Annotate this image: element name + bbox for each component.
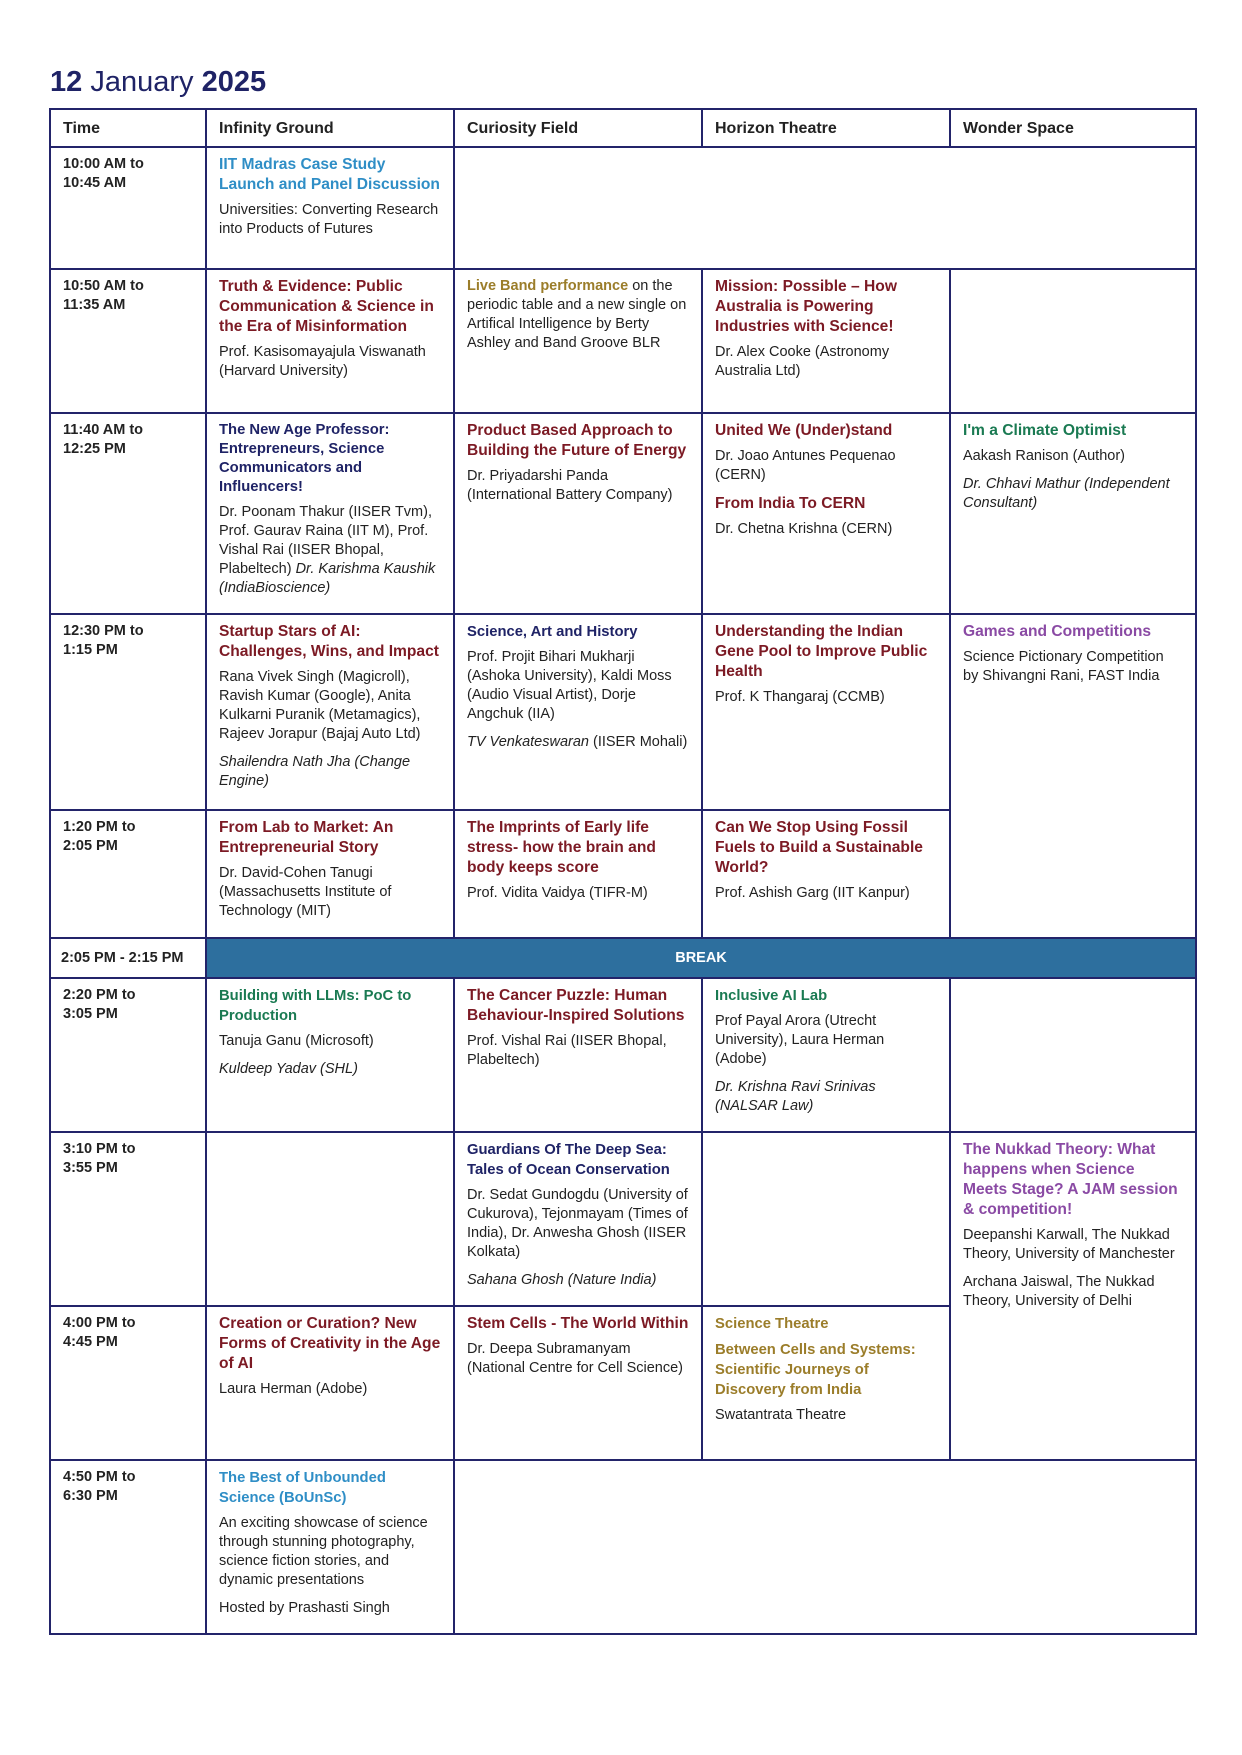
session-speaker: Dr. Deepa Subramanyam (National Centre for Cell Science) [467,1341,683,1376]
session-title: Inclusive AI Lab [715,988,828,1004]
session-cell [702,614,950,810]
session-title: The Nukkad Theory: What happens when Science Meets Stage? A JAM session & competition! [963,1141,1178,1218]
session-speaker: Deepanshi Karwall, The Nukkad Theory, University of Manchester [963,1227,1175,1262]
session-moderator: TV Venkateswaran [467,734,589,750]
session-title: Truth & Evidence: Public Communication & Science in the Era of Misinformation [219,278,434,335]
session-speakers: Rana Vivek Singh (Magicroll), Ravish Kumar (Google), Anita Kulkarni Puranik (Metamagics), Rajeev Jorapur (Bajaj Auto Ltd) [219,669,421,742]
session-cell [206,978,454,1132]
break-time: 2:05 PM - 2:15 PM [50,938,206,978]
session-cell [206,614,454,810]
session-desc: Science Pictionary Competition by Shivangni Rani, FAST India [963,649,1164,684]
session-title: Mission: Possible – How Australia is Powering Industries with Science! [715,278,897,335]
session-title: Can We Stop Using Fossil Fuels to Build a Sustainable World? [715,819,923,876]
time-cell: 1:20 PM to 2:05 PM [50,810,206,938]
header-wonder-space: Wonder Space [950,109,1196,147]
table-row [50,413,1196,614]
time-cell: 10:50 AM to 11:35 AM [50,269,206,413]
empty-cell [454,1460,1196,1634]
table-row [50,1132,1196,1306]
session-cell [206,147,454,269]
session-cell [206,810,454,938]
time-cell: 4:00 PM to 4:45 PM [50,1306,206,1460]
session-cell [702,269,950,413]
session-cell [950,1132,1196,1460]
session-moderator: Shailendra Nath Jha (Change Engine) [219,754,411,789]
session-title: Live Band performance [467,278,629,294]
session-title: Between Cells and Systems: Scientific Journeys of Discovery from India [715,1342,916,1398]
session-title: Guardians Of The Deep Sea: Tales of Ocean Conservation [467,1142,670,1178]
session-speaker: Laura Herman (Adobe) [219,1381,368,1397]
session-moderator: Dr. Karishma Kaushik (IndiaBioscience) [219,561,436,596]
session-speaker: Archana Jaiswal, The Nukkad Theory, University of Delhi [963,1274,1155,1309]
session-speaker: Dr. David-Cohen Tanugi (Massachusetts Institute of Technology (MIT) [219,865,392,919]
time-cell: 10:00 AM to 10:45 AM [50,147,206,269]
header-time: Time [50,109,206,147]
session-desc: on the periodic table and a new single on Artifical Intelligence by Berty Ashley and Band Groove BLR [467,278,687,351]
session-cell [702,810,950,938]
session-speakers: Prof Payal Arora (Utrecht University), Laura Herman (Adobe) [715,1013,885,1067]
empty-cell [950,978,1196,1132]
session-speaker: Dr. Joao Antunes Pequenao (CERN) [715,448,896,483]
time-cell: 3:10 PM to 3:55 PM [50,1132,206,1306]
session-moderator: Dr. Krishna Ravi Srinivas (NALSAR Law) [715,1079,876,1114]
session-label: Science Theatre [715,1316,829,1332]
session-speaker: Tanuja Ganu (Microsoft) [219,1033,374,1049]
session-cell [206,269,454,413]
session-speaker: Prof. K Thangaraj (CCMB) [715,689,885,705]
session-desc: Universities: Converting Research into Products of Futures [219,202,439,237]
session-cell [950,413,1196,614]
session-title: Understanding the Indian Gene Pool to Improve Public Health [715,623,928,680]
session-cell [702,978,950,1132]
session-desc: An exciting showcase of science through stunning photography, science fiction stories, and dynamic presentations [219,1515,428,1588]
session-cell [454,413,702,614]
session-title: Creation or Curation? New Forms of Creativity in the Age of AI [219,1315,441,1372]
session-title: Startup Stars of AI: Challenges, Wins, and Impact [219,623,439,660]
session-cell [206,413,454,614]
page-title: 12 January 2025 [50,66,267,98]
session-title: From Lab to Market: An Entrepreneurial Story [219,819,394,856]
session-title: Building with LLMs: PoC to Production [219,988,412,1024]
time-cell: 2:20 PM to 3:05 PM [50,978,206,1132]
session-title: United We (Under)stand [715,422,893,439]
session-speaker: Aakash Ranison (Author) [963,448,1125,464]
empty-cell [454,147,1196,269]
session-speaker: Swatantrata Theatre [715,1407,847,1423]
empty-cell [206,1132,454,1306]
empty-cell [950,269,1196,413]
session-moderator: Kuldeep Yadav (SHL) [219,1061,358,1077]
session-speakers: Dr. Sedat Gundogdu (University of Cukurova), Tejonmayam (Times of India), Dr. Anwesha Ghosh (IISER Kolkata) [467,1187,688,1260]
session-speaker: Prof. Kasisomayajula Viswanath (Harvard University) [219,344,426,379]
session-moderator: Sahana Ghosh (Nature India) [467,1272,657,1288]
break-label: BREAK [206,938,1196,978]
session-title: The Cancer Puzzle: Human Behaviour-Inspired Solutions [467,987,685,1024]
session-speaker: Dr. Priyadarshi Panda (International Battery Company) [467,468,673,503]
session-title: The Best of Unbounded Science (BoUnSc) [219,1470,386,1506]
header-infinity-ground: Infinity Ground [206,109,454,147]
table-row [50,978,1196,1132]
session-host: Hosted by Prashasti Singh [219,1600,390,1616]
time-cell: 12:30 PM to 1:15 PM [50,614,206,810]
session-title: Games and Competitions [963,623,1152,640]
table-row [50,147,1196,269]
session-cell [454,614,702,810]
session-title: I'm a Climate Optimist [963,422,1127,439]
session-cell [206,1460,454,1634]
session-title: IIT Madras Case Study Launch and Panel Discussion [219,156,440,193]
session-cell [950,614,1196,938]
session-cell [206,1306,454,1460]
session-cell [454,978,702,1132]
session-speakers: Dr. Poonam Thakur (IISER Tvm), Prof. Gaurav Raina (IIT M), Prof. Vishal Rai (IISER Bhopal, Plabeltech) [219,504,432,577]
session-cell [454,269,702,413]
session-title: Stem Cells - The World Within [467,1315,689,1332]
session-cell [454,810,702,938]
time-cell: 11:40 AM to 12:25 PM [50,413,206,614]
header-curiosity-field: Curiosity Field [454,109,702,147]
session-moderator-aff: (IISER Mohali) [588,734,688,750]
session-speaker: Prof. Vishal Rai (IISER Bhopal, Plabeltech) [467,1033,667,1068]
session-speakers: Prof. Projit Bihari Mukharji (Ashoka University), Kaldi Moss (Audio Visual Artist), Dorje Angchuk (IIA) [467,649,672,722]
session-speaker: Dr. Chetna Krishna (CERN) [715,521,893,537]
header-horizon-theatre: Horizon Theatre [702,109,950,147]
schedule-table [49,108,1197,1635]
session-title: Science, Art and History [467,624,638,640]
table-row [50,614,1196,810]
table-row [50,1460,1196,1634]
session-title: From India To CERN [715,495,866,512]
session-speaker: Dr. Alex Cooke (Astronomy Australia Ltd) [715,344,890,379]
session-title: Product Based Approach to Building the Future of Energy [467,422,687,459]
session-speaker: Prof. Vidita Vaidya (TIFR-M) [467,885,648,901]
empty-cell [702,1132,950,1306]
session-speaker: Prof. Ashish Garg (IIT Kanpur) [715,885,910,901]
session-cell [702,1306,950,1460]
session-cell [454,1132,702,1306]
session-moderator: Dr. Chhavi Mathur (Independent Consultant) [963,476,1170,511]
session-title: The Imprints of Early life stress- how the brain and body keeps score [467,819,656,876]
header-row [50,109,1196,147]
break-row [50,938,1196,978]
session-cell [702,413,950,614]
table-row [50,269,1196,413]
session-cell [454,1306,702,1460]
session-title: The New Age Professor: Entrepreneurs, Science Communicators and Influencers! [219,422,390,495]
time-cell: 4:50 PM to 6:30 PM [50,1460,206,1634]
